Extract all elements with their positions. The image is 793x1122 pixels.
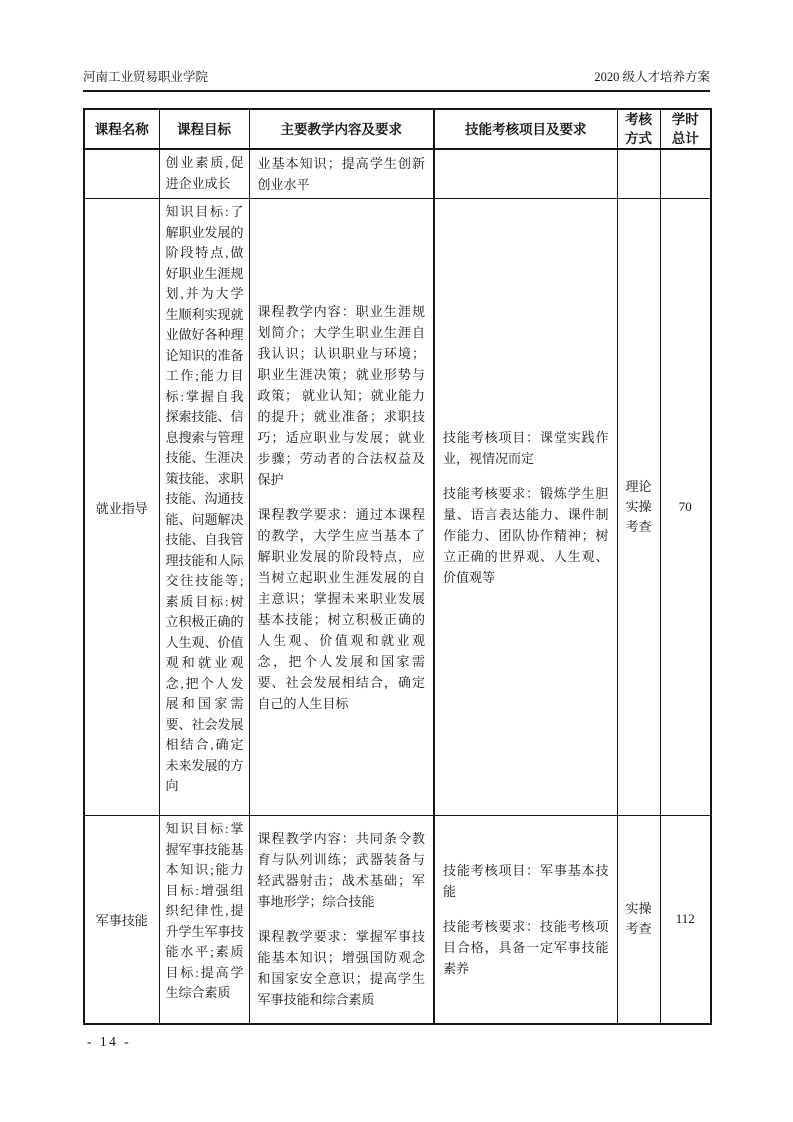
col-header-assessment: 技能考核项目及要求 <box>434 109 617 149</box>
page-number: - 14 - <box>87 1034 132 1049</box>
method-label: 实操考查 <box>625 901 652 937</box>
cell-course-name: 就业指导 <box>84 199 159 816</box>
col-header-method <box>617 109 660 149</box>
content-paragraph: 课程教学内容：共同条令教育与队列训练；武器装备与轻武器射击；战术基础；军事地形学；综合技能 <box>257 831 425 910</box>
cell-method <box>617 199 660 816</box>
content-paragraph: 业基本知识；提高学生创新创业水平 <box>257 156 425 192</box>
header-school-name: 河南工业贸易职业学院 <box>83 70 209 84</box>
running-header <box>83 67 710 92</box>
table-row-military-skills <box>84 816 711 1024</box>
col-header-objectives: 课程目标 <box>159 109 249 149</box>
col-header-hours-label: 学时总计 <box>671 112 699 146</box>
col-header-course-name: 课程名称 <box>84 109 159 149</box>
cell-content <box>249 199 434 816</box>
col-header-hours <box>660 109 711 149</box>
header-plan-title: 2020 级人才培养方案 <box>594 70 710 84</box>
cell-objectives: 创业素质,促进企业成长 <box>159 149 249 199</box>
cell-hours: 112 <box>660 816 711 1024</box>
cell-content <box>249 816 434 1024</box>
cell-method <box>617 816 660 1024</box>
col-header-content: 主要教学内容及要求 <box>249 109 434 149</box>
cell-objectives: 知识目标:掌握军事技能基本知识;能力目标:增强组织纪律性,提升学生军事技能水平;素质目标:提高学生综合素质 <box>159 816 249 1024</box>
cell-objectives: 知识目标:了解职业发展的阶段特点,做好职业生涯规划,并为大学生顺利实现就业做好各种理论知识的准备工作;能力目标:掌握自我探索技能、信息搜索与管理技能、生涯决策技能、求职技能、沟通技能、问题解决技能、自我管理技能和人际交往技能等;素质目标:树立积极正确的人生观、价值观和就业观念,把个人发展和国家需要、社会发展相结合,确定未来发展的方向 <box>159 199 249 816</box>
cell-course-name: 军事技能 <box>84 816 159 1024</box>
table-row-continued <box>84 149 711 199</box>
assessment-paragraph: 技能考核要求：锻炼学生胆量、语言表达能力、课件制作能力、团队协作精神；树立正确的世界观、人生观、价值观等 <box>443 485 609 585</box>
content-paragraph: 课程教学内容：职业生涯规划简介；大学生职业生涯自我认识；认识职业与环境；职业生涯决策；就业形势与政策； 就业认知；就业能力的提升；就业准备；求职技巧；适应职业与发展；就业步骤；劳动者的合法权益及保护 <box>257 303 425 487</box>
cell-method <box>617 149 660 199</box>
method-label: 理论实操考查 <box>625 479 652 534</box>
table-header-row <box>84 109 711 149</box>
cell-assessment <box>434 816 617 1024</box>
cell-hours: 70 <box>660 199 711 816</box>
table-row-employment-guidance <box>84 199 711 816</box>
content-paragraph: 课程教学要求：通过本课程的教学，大学生应当基本了解职业发展的阶段特点，应当树立起职业生涯发展的自主意识；掌握未来职业发展基本技能；树立积极正确的人生观、价值观和就业观念，把个人发展和国家需要、社会发展相结合，确定自己的人生目标 <box>257 506 425 711</box>
content-paragraph: 课程教学要求：掌握军事技能基本知识；增强国防观念和国家安全意识；提高学生军事技能和综合素质 <box>257 929 425 1008</box>
col-header-method-label: 考核方式 <box>625 112 652 146</box>
course-table <box>83 108 712 1025</box>
cell-content <box>249 149 434 199</box>
cell-hours <box>660 149 711 199</box>
assessment-paragraph: 技能考核要求：技能考核项目合格，具备一定军事技能素养 <box>443 918 609 976</box>
cell-assessment <box>434 199 617 816</box>
cell-assessment <box>434 149 617 199</box>
cell-course-name <box>84 149 159 199</box>
assessment-paragraph: 技能考核项目：军事基本技能 <box>443 862 609 899</box>
assessment-paragraph: 技能考核项目：课堂实践作业，视情况而定 <box>443 429 609 466</box>
